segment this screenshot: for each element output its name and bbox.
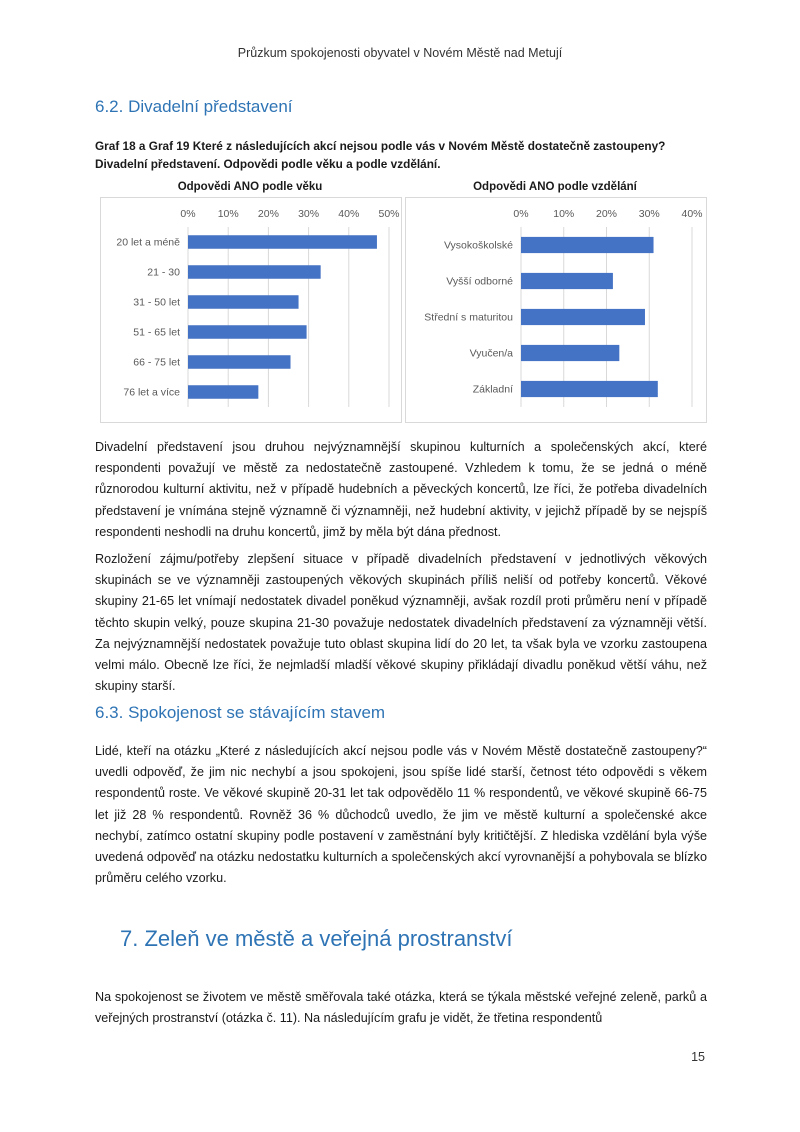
paragraph-age-distribution: Rozložení zájmu/potřeby zlepšení situace v případě divadelních představení v jednotlivých věkových skupinách se ve významněji zastoupených věkových skupinách příliš neliší od potřeby koncertů. Věkové skupiny 21-65 let vnímají nedostatek divadel poněkud významněji, avšak rozdíl proti průměru není v případě těchto skupin velký, pouze skupina 21-30 považuje nedostatek divadelních představení za významněji větší. Za nejvýznamnější nedostatek považuje tuto oblast skupina lidí do 20 let, ta však byla ve vzorku zastoupena velmi málo. Obecně lze říci, že nejmladší mladší věkové skupiny přikládají divadlu poněkud větší váhu, než skupiny starší. [95,552,707,694]
figure-caption: Graf 18 a Graf 19 Které z následujících akcí nejsou podle vás v Novém Městě dostatečně zastoupeny? Divadelní představení. Odpovědi podle věku a podle vzdělání. [95,139,666,171]
age-category-label: 76 let a více [123,386,180,399]
age-bar [188,295,299,309]
chart-education-frame [405,197,707,423]
education-bar [521,309,645,325]
education-bar [521,273,613,289]
education-tick-label: 20% [595,208,618,220]
age-tick-label: 10% [217,208,239,220]
age-bar [188,385,258,399]
section-heading-6-3: 6.3. Spokojenost se stávajícím stavem [95,703,386,722]
section-heading-6-2: 6.2. Divadelní představení [95,97,293,116]
age-bar [188,325,307,339]
age-bar [188,355,291,369]
education-tick-label: 40% [681,208,703,220]
age-bar [188,235,377,249]
education-category-label: Střední s maturitou [424,311,513,324]
paragraph-satisfaction: Lidé, kteří na otázku „Které z následujících akcí nejsou podle vás v Novém Městě dostatečně zastoupeny?“ uvedli odpověď, že jim nic nechybí a jsou spokojeni, jsou spíše lidé starší, četnost této odpovědi s věkem respondentů roste. Ve věkové skupině 20-31 let tak odpovědělo 11 % respondentů, ve věkové skupině 66-75 let již 28 % respondentů. Rovněž 36 % důchodců uvedlo, že jim ve městě kulturní a společenské akce nechybí, zatímco ostatní skupiny podle postavení v zaměstnání byly kritičtější. Z hlediska vzdělání byla výše uvedená odpověď na otázku nedostatku kulturních a společenských akcí vyrovnanější a pohybovala se blízko průměru celého vzorku. [95,744,707,886]
education-bar [521,381,658,397]
chart-age-frame [100,197,402,423]
age-bar [188,265,321,279]
education-category-label: Základní [472,383,513,396]
chart-age [101,198,401,422]
education-category-label: Vyšší odborné [446,275,513,288]
running-header: Průzkum spokojenosti obyvatel v Novém Městě nad Metují [237,46,563,60]
chart-title-age: Odpovědi ANO podle věku [177,181,323,193]
page-number: 15 [691,1050,705,1064]
education-bar [521,237,654,253]
age-tick-label: 40% [338,208,360,220]
paragraph-greenery: Na spokojenost se životem ve městě směřovala také otázka, která se týkala městské veřejné zeleně, parků a veřejných prostranství (otázka č. 11). Na následujícím grafu je vidět, že třetina respondentů [95,990,707,1026]
education-category-label: Vysokoškolské [443,239,513,252]
age-category-label: 21 - 30 [147,266,180,279]
age-tick-label: 30% [298,208,320,220]
age-category-label: 51 - 65 let [133,326,180,339]
education-tick-label: 0% [513,208,529,220]
chart-education [406,198,706,422]
age-category-label: 31 - 50 let [133,296,180,309]
chapter-heading-7: 7. Zeleň ve městě a veřejná prostranství [120,926,513,951]
education-tick-label: 30% [638,208,660,220]
age-tick-label: 50% [378,208,400,220]
education-tick-label: 10% [553,208,575,220]
age-category-label: 20 let a méně [116,236,180,249]
age-category-label: 66 - 75 let [133,356,180,369]
chart-title-education: Odpovědi ANO podle vzdělání [473,181,637,193]
age-tick-label: 0% [180,208,196,220]
education-category-label: Vyučen/a [469,347,513,360]
age-tick-label: 20% [257,208,279,220]
education-bar [521,345,619,361]
paragraph-theatre-importance: Divadelní představení jsou druhou nejvýznamnější skupinou kulturních a společenských akcí, které respondenti považují ve městě za nedostatečně zastoupené. Vzhledem k tomu, že se jedná o méně různorodou kulturní aktivitu, než v případě hudebních a pěveckých koncertů, lze říci, že potřeba divadelních představení je vnímána stejně významně či významněji, než hudební aktivity, v jejichž případě by se nejspíš respondenti neshodli na druhu koncertů, jimž by měla být dána přednost. [95,440,707,539]
